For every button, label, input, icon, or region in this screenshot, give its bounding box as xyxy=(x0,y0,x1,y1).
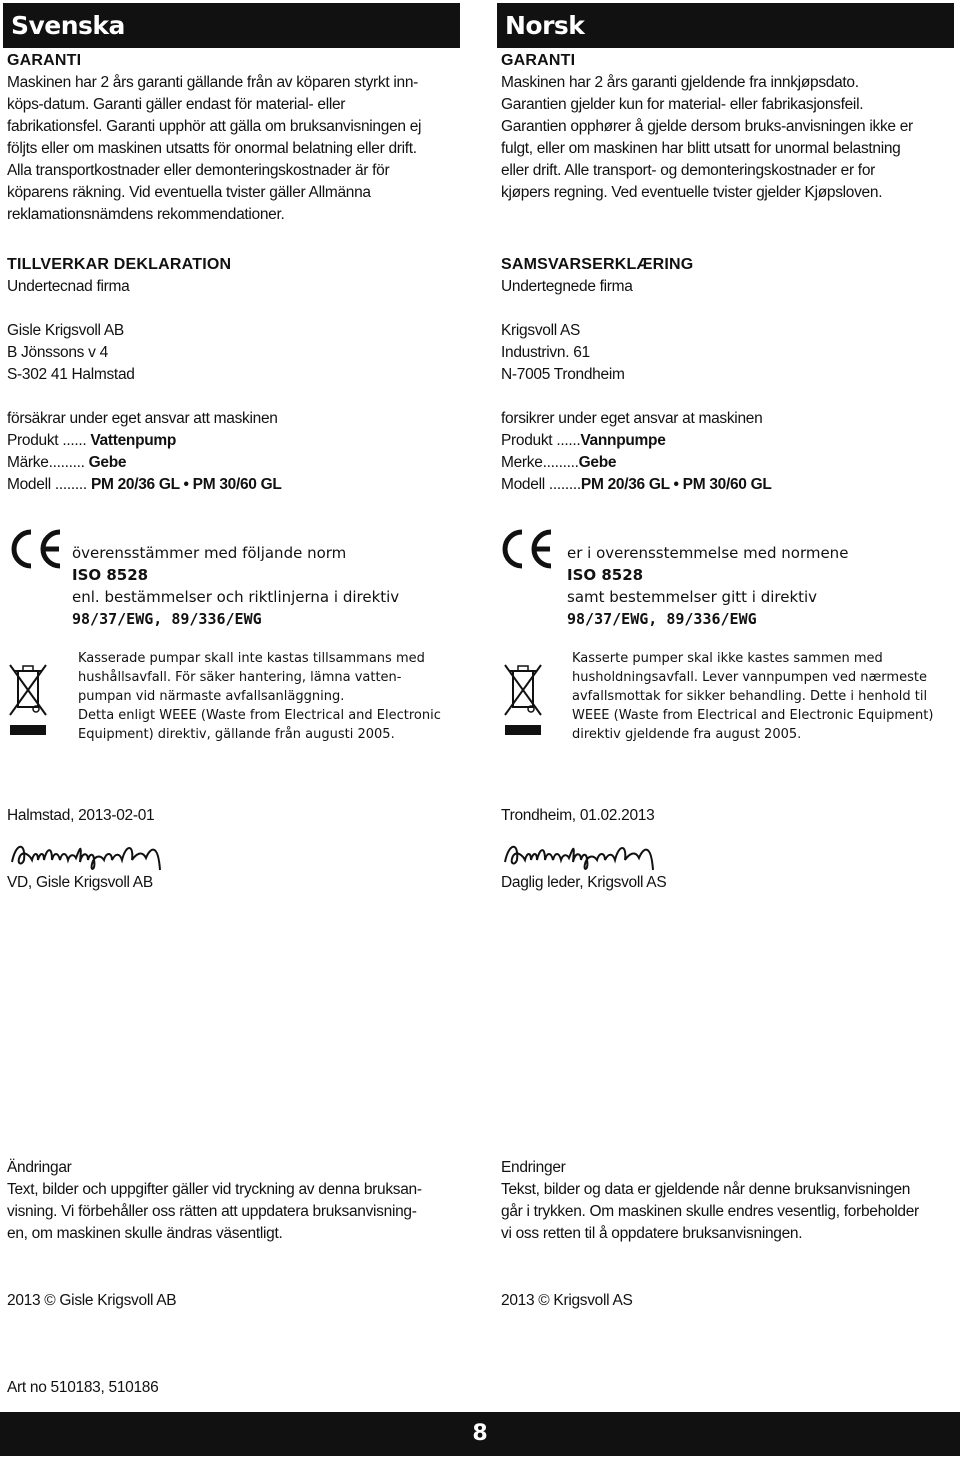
declaration-title: TILLVERKAR DEKLARATION xyxy=(7,256,232,273)
warranty-title: GARANTI xyxy=(501,52,576,69)
signature-image xyxy=(501,834,661,874)
declaration-subtitle: Undertegnede firma xyxy=(501,278,633,295)
assurance-text: försäkrar under eget ansvar att maskinen xyxy=(7,410,278,427)
weee-line: pumpan vid närmaste avfallsanläggning. xyxy=(78,689,345,704)
warranty-line: eller drift. Alle transport- og demonteringskostnader er for xyxy=(501,162,875,179)
brand-value: Gebe xyxy=(88,454,127,471)
model-value: PM 20/36 GL • PM 30/60 GL xyxy=(580,476,772,493)
weee-line: direktiv gjeldende fra august 2005. xyxy=(572,727,802,742)
norm-value: ISO 8528 xyxy=(567,566,644,584)
model-row xyxy=(501,474,956,496)
warranty-line: reklamationsnämdens rekommendationer. xyxy=(7,206,285,223)
signer-no: Daglig leder, Krigsvoll AS xyxy=(501,874,667,891)
changes-line: visning. Vi förbehåller oss rätten att uppdatera bruksanvisning- xyxy=(7,1203,417,1220)
declaration-title: SAMSVARSERKLÆRING xyxy=(501,256,694,273)
model-label: Modell ........ xyxy=(7,476,91,493)
norm-text: överensstämmer med följande norm xyxy=(72,544,347,562)
weee-line: WEEE (Waste from Electrical and Electronic Equipment) xyxy=(572,708,934,723)
brand-row xyxy=(7,452,462,474)
assurance-text: forsikrer under eget ansvar at maskinen xyxy=(501,410,763,427)
company-street: B Jönssons v 4 xyxy=(7,344,108,361)
weee-crossed-bin-icon xyxy=(8,663,48,741)
ce-mark-icon xyxy=(5,528,67,570)
weee-text-no xyxy=(572,649,957,744)
brand-row xyxy=(501,452,956,474)
place-date-sv: Halmstad, 2013-02-01 xyxy=(7,807,155,824)
weee-crossed-bin-icon xyxy=(503,663,543,741)
weee-line: Detta enligt WEEE (Waste from Electrical and Electronic xyxy=(78,708,441,723)
signer-sv: VD, Gisle Krigsvoll AB xyxy=(7,874,153,891)
warranty-line: Alla transportkostnader eller demonteringskostnader är för xyxy=(7,162,390,179)
changes-line: en, om maskinen skulle ändras väsentligt. xyxy=(7,1225,283,1242)
product-label: Produkt ...... xyxy=(501,432,581,449)
changes-line: vi oss retten til å oppdatere bruksanvisningen. xyxy=(501,1225,803,1242)
brand-label: Märke......... xyxy=(7,454,89,471)
warranty-title: GARANTI xyxy=(7,52,82,69)
ce-mark-icon xyxy=(496,528,558,570)
changes-section-sv xyxy=(7,1157,462,1245)
page-number: 8 xyxy=(472,1421,488,1446)
weee-line: Kasserade pumpar skall inte kastas tillsammans med xyxy=(78,651,425,666)
weee-line: avfallsmottak for sikker behandling. Dette i henhold til xyxy=(572,689,928,704)
warranty-line: Maskinen har 2 års garanti gjeldende fra innkjøpsdato. xyxy=(501,74,859,91)
product-value: Vattenpump xyxy=(90,432,177,449)
declaration-section-no xyxy=(501,254,956,496)
company-name: Krigsvoll AS xyxy=(501,322,581,339)
norm-text: er i overensstemmelse med normene xyxy=(567,544,849,562)
changes-line: Text, bilder och uppgifter gäller vid tryckning av denna bruksan- xyxy=(7,1181,422,1198)
brand-label: Merke......... xyxy=(501,454,579,471)
changes-line: går i trykken. Om maskinen skulle endres vesentlig, forbeholder xyxy=(501,1203,919,1220)
warranty-line: köparens räkning. Vid eventuella tvister gäller Allmänna xyxy=(7,184,371,201)
warranty-line: kjøpers regning. Ved eventuelle tvister gjelder Kjøpsloven. xyxy=(501,184,883,201)
place-date-no: Trondheim, 01.02.2013 xyxy=(501,807,655,824)
model-row xyxy=(7,474,462,496)
directive-value: 98/37/EWG, 89/336/EWG xyxy=(567,610,757,628)
warranty-section-sv xyxy=(7,50,462,226)
weee-line: hushållsavfall. För säker hantering, lämna vatten- xyxy=(78,670,402,685)
warranty-line: Garantien opphører å gjelde dersom bruks-anvisningen ikke er xyxy=(501,118,913,135)
article-number: Art no 510183, 510186 xyxy=(7,1379,159,1396)
warranty-line: Maskinen har 2 års garanti gällande från av köparen styrkt inn- xyxy=(7,74,419,91)
product-row xyxy=(7,430,462,452)
brand-value: Gebe xyxy=(578,454,617,471)
changes-title: Endringer xyxy=(501,1159,566,1176)
weee-text-sv xyxy=(78,649,463,744)
product-row xyxy=(501,430,956,452)
signature-image xyxy=(8,834,168,874)
conformity-section-sv xyxy=(72,542,462,630)
warranty-line: fabrikationsfel. Garanti upphör att gälla om bruksanvisningen ej xyxy=(7,118,422,135)
warranty-line: köps-datum. Garanti gäller endast för material- eller xyxy=(7,96,346,113)
product-label: Produkt ...... xyxy=(7,432,91,449)
company-city: S-302 41 Halmstad xyxy=(7,366,135,383)
directive-value: 98/37/EWG, 89/336/EWG xyxy=(72,610,262,628)
norm-value: ISO 8528 xyxy=(72,566,149,584)
warranty-line: Garantien gjelder kun for material- eller fabrikasjonsfeil. xyxy=(501,96,864,113)
model-value: PM 20/36 GL • PM 30/60 GL xyxy=(90,476,282,493)
changes-line: Tekst, bilder og data er gjeldende når denne bruksanvisningen xyxy=(501,1181,911,1198)
language-header-svenska: Svenska xyxy=(3,3,460,48)
declaration-section-sv xyxy=(7,254,462,496)
changes-section-no xyxy=(501,1157,956,1245)
warranty-line: fulgt, eller om maskinen har blitt utsatt for unormal belastning xyxy=(501,140,901,157)
directive-text: samt bestemmelser gitt i direktiv xyxy=(567,588,818,606)
warranty-section-no xyxy=(501,50,956,204)
company-name: Gisle Krigsvoll AB xyxy=(7,322,124,339)
weee-line: husholdningsavfall. Lever vannpumpen ved nærmeste xyxy=(572,670,927,685)
changes-title: Ändringar xyxy=(7,1159,72,1176)
copyright-no: 2013 © Krigsvoll AS xyxy=(501,1292,633,1309)
product-value: Vannpumpe xyxy=(580,432,666,449)
conformity-section-no xyxy=(567,542,957,630)
weee-line: Kasserte pumper skal ikke kastes sammen med xyxy=(572,651,883,666)
company-city: N-7005 Trondheim xyxy=(501,366,625,383)
language-header-norsk: Norsk xyxy=(497,3,954,48)
weee-line: Equipment) direktiv, gällande från augusti 2005. xyxy=(78,727,395,742)
model-label: Modell ........ xyxy=(501,476,581,493)
company-street: Industrivn. 61 xyxy=(501,344,590,361)
warranty-line: följts eller om maskinen utsatts för onormal belatning eller drift. xyxy=(7,140,417,157)
directive-text: enl. bestämmelser och riktlinjerna i direktiv xyxy=(72,588,400,606)
copyright-sv: 2013 © Gisle Krigsvoll AB xyxy=(7,1292,177,1309)
declaration-subtitle: Undertecnad firma xyxy=(7,278,130,295)
